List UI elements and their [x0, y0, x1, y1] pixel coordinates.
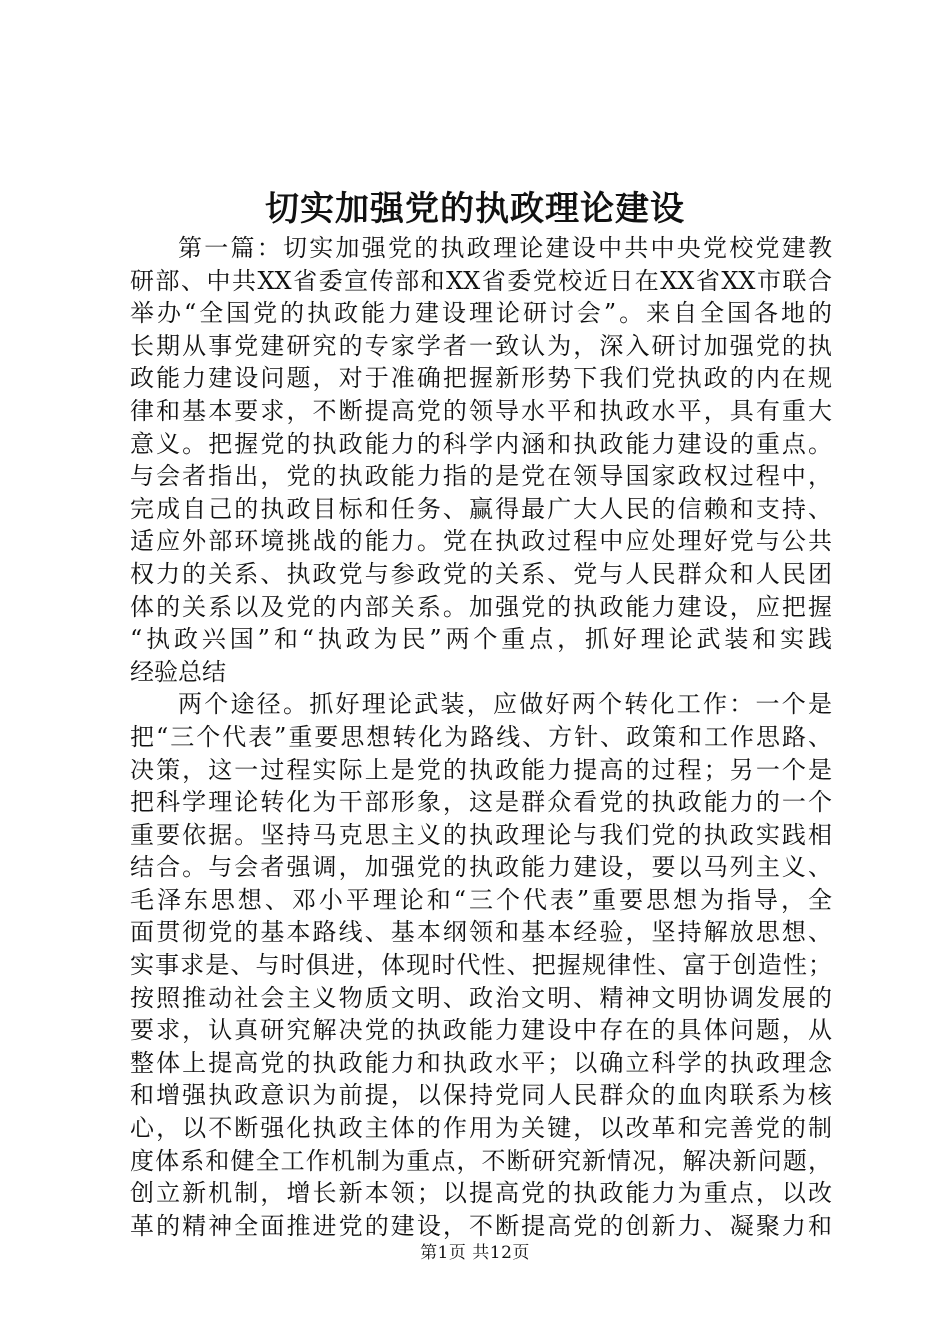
page-footer: 第1页 共12页 [420, 1243, 530, 1263]
text-line: 创立新机制，增长新本领；以提高党的执政能力为重点，以改 [130, 1179, 832, 1208]
text-line: 和增强执政意识为前提，以保持党同人民群众的血肉联系为核 [130, 1081, 832, 1110]
text-line: 要求，认真研究解决党的执政能力建设中存在的具体问题，从 [130, 1016, 832, 1045]
text-line: 心，以不断强化执政主体的作用为关键，以改革和完善党的制 [130, 1114, 832, 1143]
text-line: 举办“全国党的执政能力建设理论研讨会”。来自全国各地的 [130, 299, 832, 328]
text-line: 两个途径。抓好理论武装，应做好两个转化工作：一个是 [178, 690, 832, 719]
text-line: “执政兴国”和“执政为民”两个重点，抓好理论武装和实践 [130, 625, 832, 654]
text-line: 重要依据。坚持马克思主义的执政理论与我们党的执政实践相 [130, 820, 832, 849]
text-line: 长期从事党建研究的专家学者一致认为，深入研讨加强党的执 [130, 331, 832, 360]
text-line: 度体系和健全工作机制为重点，不断研究新情况，解决新问题， [130, 1146, 832, 1175]
text-line: 决策，这一过程实际上是党的执政能力提高的过程；另一个是 [130, 755, 832, 784]
text-line: 面贯彻党的基本路线、基本纲领和基本经验，坚持解放思想、 [130, 918, 832, 947]
text-line: 意义。把握党的执政能力的科学内涵和执政能力建设的重点。 [130, 429, 832, 458]
text-line: 按照推动社会主义物质文明、政治文明、精神文明协调发展的 [130, 983, 832, 1012]
text-line: 研部、中共XX省委宣传部和XX省委党校近日在XX省XX市联合 [130, 266, 832, 295]
document-body [130, 232, 832, 1242]
text-line: 把“三个代表”重要思想转化为路线、方针、政策和工作思路、 [130, 722, 832, 751]
text-line: 毛泽东思想、邓小平理论和“三个代表”重要思想为指导，全 [130, 885, 832, 914]
text-line: 经验总结 [130, 657, 226, 686]
text-line: 适应外部环境挑战的能力。党在执政过程中应处理好党与公共 [130, 527, 832, 556]
text-line: 结合。与会者强调，加强党的执政能力建设，要以马列主义、 [130, 853, 832, 882]
text-line: 政能力建设问题，对于准确把握新形势下我们党执政的内在规 [130, 364, 832, 393]
text-line: 第一篇：切实加强党的执政理论建设中共中央党校党建教 [178, 234, 832, 262]
text-line: 完成自己的执政目标和任务、赢得最广大人民的信赖和支持、 [130, 494, 832, 523]
text-line: 体的关系以及党的内部关系。加强党的执政能力建设，应把握 [130, 592, 832, 621]
text-line: 革的精神全面推进党的建设，不断提高党的创新力、凝聚力和 [130, 1211, 832, 1240]
document-title: 切实加强党的执政理论建设 [265, 189, 685, 229]
text-line: 权力的关系、执政党与参政党的关系、党与人民群众和人民团 [130, 559, 832, 588]
text-line: 整体上提高党的执政能力和执政水平；以确立科学的执政理念 [130, 1048, 832, 1077]
text-line: 实事求是、与时俱进，体现时代性、把握规律性、富于创造性； [130, 951, 832, 980]
text-line: 律和基本要求，不断提高党的领导水平和执政水平，具有重大 [130, 396, 832, 425]
text-line: 与会者指出，党的执政能力指的是党在领导国家政权过程中， [130, 462, 832, 491]
text-line: 把科学理论转化为干部形象，这是群众看党的执政能力的一个 [130, 788, 832, 817]
